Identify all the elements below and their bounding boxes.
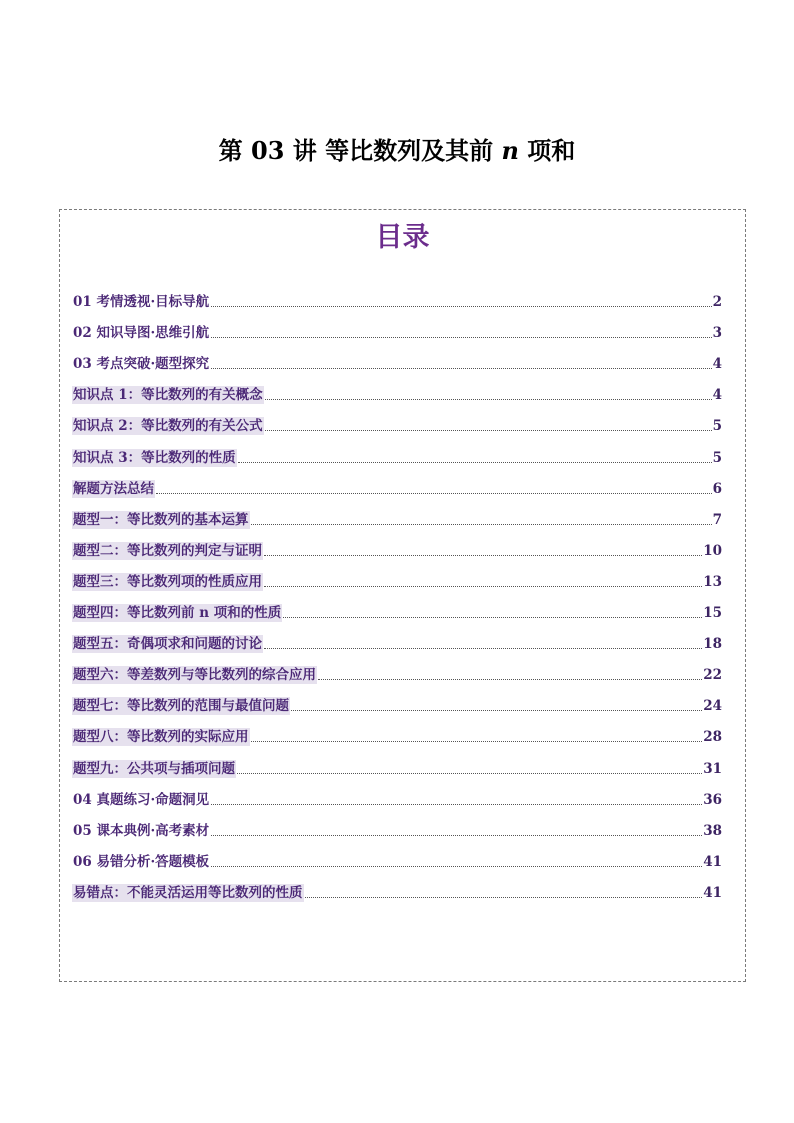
toc-list	[72, 280, 722, 902]
document-title-variable: n	[501, 136, 519, 165]
toc-dot-leader	[265, 430, 712, 431]
toc-entry[interactable]	[72, 498, 722, 529]
toc-entry-page-number[interactable]: 13	[703, 573, 722, 590]
toc-entry-label[interactable]: 06 易错分析·答题模板	[73, 853, 210, 870]
toc-dot-leader	[211, 306, 711, 307]
toc-entry-label[interactable]: 05 课本典例·高考素材	[73, 822, 210, 839]
toc-dot-leader	[211, 337, 711, 338]
toc-entry-label[interactable]: 题型四：等比数列前 n 项和的性质	[73, 605, 282, 622]
toc-entry-label[interactable]: 知识点 3：等比数列的性质	[73, 449, 236, 466]
toc-entry-page-number[interactable]: 38	[703, 822, 722, 839]
toc-dot-leader	[211, 804, 702, 805]
toc-entry-page-number[interactable]: 28	[703, 729, 722, 746]
toc-entry-page-number[interactable]: 6	[712, 480, 722, 497]
toc-dot-leader	[238, 462, 712, 463]
toc-entry-label[interactable]: 易错点：不能灵活运用等比数列的性质	[73, 884, 303, 901]
toc-dot-leader	[265, 399, 712, 400]
toc-entry-page-number[interactable]: 15	[703, 605, 722, 622]
toc-entry-label[interactable]: 题型九：公共项与插项问题	[73, 760, 235, 777]
toc-dot-leader	[318, 679, 702, 680]
toc-entry[interactable]	[72, 342, 722, 373]
toc-dot-leader	[264, 586, 702, 587]
toc-entry-label[interactable]: 题型三：等比数列项的性质应用	[73, 573, 262, 590]
toc-entry-label[interactable]: 04 真题练习·命题洞见	[73, 791, 210, 808]
toc-entry[interactable]	[72, 653, 722, 684]
toc-entry[interactable]	[72, 840, 722, 871]
toc-entry-page-number[interactable]: 36	[703, 791, 722, 808]
toc-entry[interactable]	[72, 529, 722, 560]
toc-entry[interactable]	[72, 684, 722, 715]
toc-entry-label[interactable]: 题型二：等比数列的判定与证明	[73, 542, 262, 559]
toc-entry-page-number[interactable]: 3	[712, 325, 722, 342]
toc-dot-leader	[251, 524, 712, 525]
toc-entry-label[interactable]: 题型五：奇偶项求和问题的讨论	[73, 636, 262, 653]
toc-entry-label[interactable]: 01 考情透视·目标导航	[73, 294, 210, 311]
table-of-contents-box	[59, 209, 746, 982]
toc-dot-leader	[291, 710, 702, 711]
toc-entry[interactable]	[72, 778, 722, 809]
toc-entry-page-number[interactable]: 5	[712, 449, 722, 466]
toc-entry[interactable]	[72, 591, 722, 622]
document-title	[0, 134, 794, 168]
toc-dot-leader	[237, 773, 702, 774]
toc-dot-leader	[211, 866, 702, 867]
toc-entry[interactable]	[72, 404, 722, 435]
toc-dot-leader	[305, 897, 703, 898]
toc-dot-leader	[211, 368, 711, 369]
toc-dot-leader	[211, 835, 702, 836]
toc-entry[interactable]	[72, 560, 722, 591]
toc-entry[interactable]	[72, 311, 722, 342]
toc-entry-label[interactable]: 知识点 2：等比数列的有关公式	[73, 418, 263, 435]
toc-dot-leader	[251, 741, 703, 742]
toc-entry-page-number[interactable]: 18	[703, 636, 722, 653]
toc-entry-label[interactable]: 03 考点突破·题型探究	[73, 356, 210, 373]
toc-dot-leader	[283, 617, 702, 618]
toc-dot-leader	[264, 648, 702, 649]
toc-entry-page-number[interactable]: 22	[703, 667, 722, 684]
document-title-prefix: 第 03 讲 等比数列及其前	[218, 136, 502, 165]
toc-entry[interactable]	[72, 435, 722, 466]
toc-entry-label[interactable]: 解题方法总结	[73, 480, 154, 497]
document-title-suffix: 项和	[518, 136, 576, 165]
toc-entry[interactable]	[72, 373, 722, 404]
toc-entry[interactable]	[72, 871, 722, 902]
toc-entry[interactable]	[72, 746, 722, 777]
toc-entry[interactable]	[72, 809, 722, 840]
toc-entry-page-number[interactable]: 24	[703, 698, 722, 715]
toc-entry[interactable]	[72, 622, 722, 653]
toc-entry-page-number[interactable]: 2	[712, 294, 722, 311]
toc-heading: 目录	[375, 222, 430, 253]
toc-entry-label[interactable]: 题型七：等比数列的范围与最值问题	[73, 698, 289, 715]
toc-entry[interactable]	[72, 467, 722, 498]
toc-entry-label[interactable]: 题型六：等差数列与等比数列的综合应用	[73, 667, 316, 684]
toc-dot-leader	[156, 493, 712, 494]
toc-entry-page-number[interactable]: 4	[712, 356, 722, 373]
toc-entry-page-number[interactable]: 41	[703, 853, 722, 870]
toc-entry-label[interactable]: 02 知识导图·思维引航	[73, 325, 210, 342]
toc-dot-leader	[264, 555, 702, 556]
toc-entry-page-number[interactable]: 41	[703, 884, 722, 901]
toc-entry-page-number[interactable]: 10	[703, 542, 722, 559]
toc-entry-page-number[interactable]: 31	[703, 760, 722, 777]
toc-entry[interactable]	[72, 715, 722, 746]
toc-entry[interactable]	[72, 280, 722, 311]
toc-entry-page-number[interactable]: 5	[712, 418, 722, 435]
toc-entry-label[interactable]: 题型一：等比数列的基本运算	[73, 511, 249, 528]
toc-entry-page-number[interactable]: 4	[712, 387, 722, 404]
toc-entry-label[interactable]: 题型八：等比数列的实际应用	[73, 729, 249, 746]
toc-entry-page-number[interactable]: 7	[712, 511, 722, 528]
toc-entry-label[interactable]: 知识点 1：等比数列的有关概念	[73, 387, 263, 404]
